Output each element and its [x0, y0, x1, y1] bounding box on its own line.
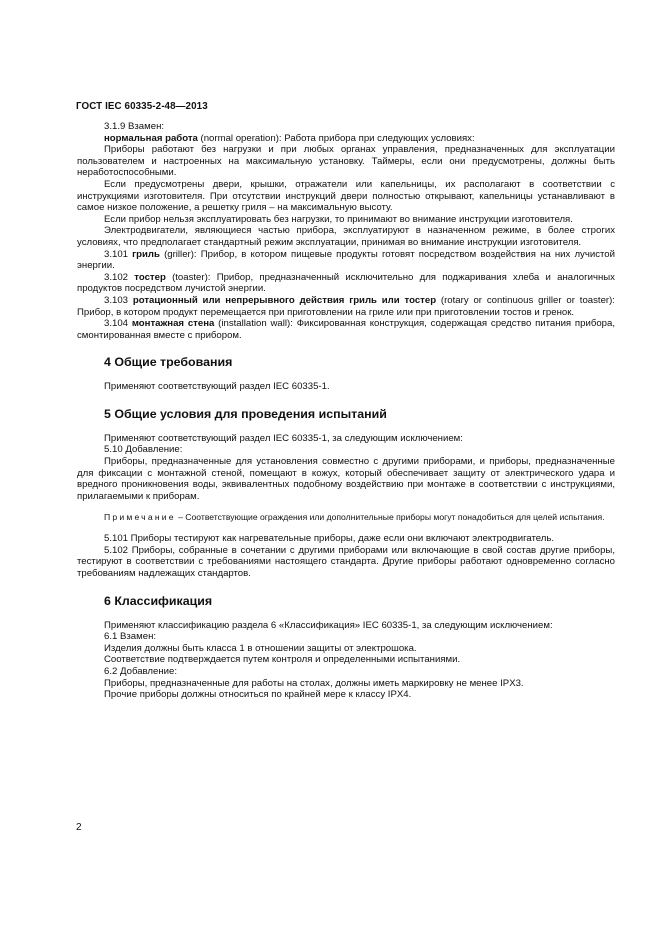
clause-3-1-9-definition [77, 133, 615, 145]
paragraph: Приборы работают без нагрузки и при любых органах управления, предназначенных для эксплуатации пользователем и настроенных на максимальную установку. Таймеры, если они предусмотрены, должны быть неработоспособными. [77, 144, 615, 179]
note-label: Примечание [104, 512, 176, 523]
clause-3-101 [77, 249, 615, 272]
paragraph: Приборы, предназначенные для установления совместно с другими приборами, и приборы, предназначенные для фиксации с монтажной стеной, помещают в кожух, который обеспечивает защиту от электрического удара и вредного проникновения воды, эквивалентных подобному воздействию при монтаже в соответствии с инструкциями, прилагаемыми к приборам. [77, 456, 615, 502]
term-normal-operation: нормальная работа [104, 132, 198, 144]
clause-3-104 [77, 318, 615, 341]
paragraph: Применяют соответствующий раздел IEC 60335-1. [104, 381, 330, 393]
clause-3-1-9-title: 3.1.9 Взамен: [104, 121, 165, 132]
paragraph: Если прибор нельзя эксплуатировать без нагрузки, то принимают во внимание инструкции изготовителя. [104, 213, 573, 225]
section-4-heading: 4 Общие требования [104, 355, 233, 370]
paragraph: Применяют классификацию раздела 6 «Классификация» IEC 60335-1, за следующим исключением: [104, 619, 553, 631]
definition-text: (toaster): Прибор, предназначенный исключительно для поджаривания хлеба и аналогичных продуктов посредством лучистой энергии. [77, 271, 615, 295]
clause-number: 3.104 [104, 318, 132, 330]
paragraph: Если предусмотрены двери, крышки, отражатели или капельницы, их располагают в соответствии с инструкциями изготовителя. При отсутствии инструкций двери полностью открывают, капельницы устанавливают в самое низкое положение, а решетку гриля – на максимальную высоту. [77, 178, 615, 214]
definition-text: (installation wall): Фиксированная конструкция, содержащая средство питания прибора, смонтированная вместе с прибором. [77, 318, 615, 341]
paragraph: Применяют соответствующий раздел IEC 60335-1, за следующим исключением: [104, 432, 463, 444]
clause-6-2-title: 6.2 Добавление: [104, 665, 178, 677]
term-installation-wall: монтажная стена [131, 318, 215, 330]
clause-3-103 [77, 295, 615, 318]
term-rotary-griller: ротационный или непрерывного действия гриль или тостер [132, 294, 437, 306]
note [77, 512, 615, 523]
definition-text: (griller): Прибор, в котором пищевые продукты готовят посредством воздействия на них лучистой энергии. [77, 248, 615, 272]
clause-6-1-title: 6.1 Взамен: [104, 631, 157, 643]
section-5-heading: 5 Общие условия для проведения испытаний [104, 406, 387, 421]
definition-text: (normal operation): Работа прибора при следующих условиях: [197, 132, 475, 144]
clause-5-10-title: 5.10 Добавление: [104, 444, 183, 456]
paragraph: Приборы, предназначенные для работы на столах, должны иметь маркировку не менее IPX3. [104, 677, 524, 689]
clause-5-102: 5.102 Приборы, собранные в сочетании с другими приборами или включающие в свой состав другие приборы, тестируют в соответствии с требованиями настоящего стандарта. Другие приборы работают одновременно согласно требованиям надлежащих стандартов. [77, 544, 615, 580]
paragraph: Изделия должны быть класса 1 в отношении защиты от электрошока. [104, 642, 417, 654]
clause-3-102 [77, 272, 615, 295]
section-6-heading: 6 Классификация [104, 593, 213, 608]
term-griller: гриль [132, 248, 160, 260]
clause-number: 3.101 [104, 248, 133, 260]
note-text: – Соответствующие ограждения или дополнительные приборы могут понадобиться для целей испытания. [175, 512, 605, 523]
paragraph: Электродвигатели, являющиеся частью прибора, эксплуатируют в назначенном режиме, в более строгих условиях, что предполагает стандартный режим эксплуатации, принимая во внимание инструкции изготовителя. [77, 225, 615, 248]
definition-text: (rotary or continuous griller or toaster): Прибор, в котором продукт перемещается при приготовлении на гриле или при приготовлении тостов и гренок. [77, 294, 615, 318]
paragraph: Прочие приборы должны относиться по крайней мере к классу IPX4. [104, 689, 412, 701]
document-header: ГОСТ IEC 60335-2-48—2013 [76, 101, 208, 112]
clause-number: 3.103 [104, 294, 133, 306]
clause-number: 3.102 [104, 271, 135, 283]
page-number: 2 [76, 822, 82, 833]
document-body [77, 121, 615, 701]
paragraph: Соответствие подтверждается путем контроля и определенными испытаниями. [104, 654, 461, 666]
clause-5-101: 5.101 Приборы тестируют как нагревательные приборы, даже если они включают электродвигатель. [104, 533, 555, 545]
term-toaster: тостер [134, 271, 166, 283]
